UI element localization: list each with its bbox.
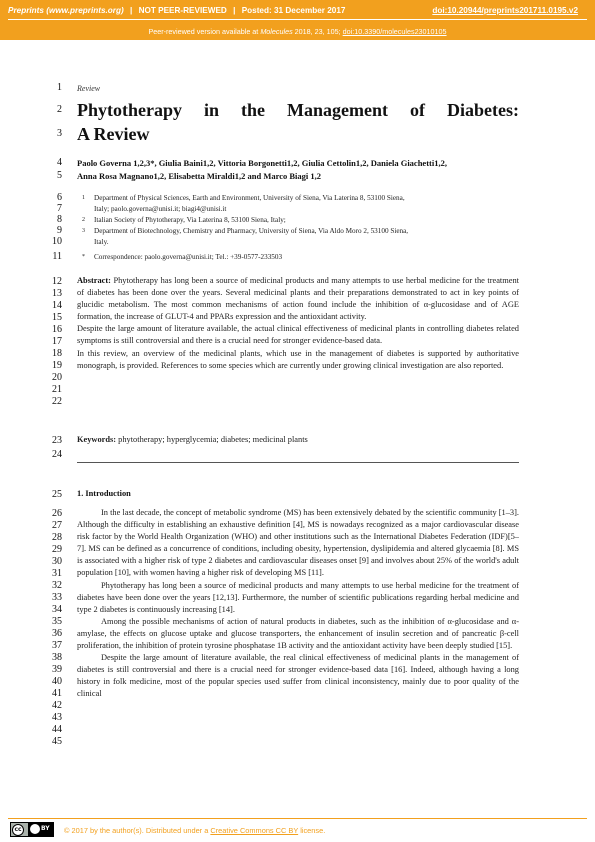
peer-reviewed-notice — [0, 27, 595, 36]
line-number: 29 — [52, 544, 62, 555]
license-link[interactable]: Creative Commons CC BY — [210, 826, 299, 835]
line-number: 44 — [52, 724, 62, 735]
line-number: 24 — [52, 449, 62, 460]
line-number: 5 — [57, 170, 62, 181]
banner-status-line — [8, 6, 349, 15]
title-line-2: A Review — [77, 124, 150, 144]
keywords — [77, 435, 519, 444]
line-number: 9 — [57, 225, 62, 236]
line-number: 34 — [52, 604, 62, 615]
line-number: 32 — [52, 580, 62, 591]
affiliation-text: Italy; paolo.governa@unisi.it; biagi4@unisi.it — [94, 205, 227, 213]
line-number: 19 — [52, 360, 62, 371]
body-paragraph: Phytotherapy has long been a source of medicinal products and many attempts to use herbal medicine for the treatment of diabetes have been done over the years [12,13]. Furthermore, the number of scientific publications regarding herbal medicine and type 2 diabetes is continuously increasing [14]. — [77, 580, 519, 614]
footer-divider — [8, 818, 587, 819]
affiliation-item — [82, 215, 519, 226]
banner-separator: | — [233, 6, 236, 15]
affiliation-mark: 1 — [82, 195, 85, 201]
body-paragraph: Despite the large amount of literature available, the real clinical effectiveness of medicinal plants in the management of diabetes is still controversial and there is a crucial need for stronger evidence-based data [16]. Indeed, although having a long history in folk medicine, most of the popular species used suffer from clinical inconsistency, mainly due to poor quality of the clinical — [77, 653, 519, 699]
section-divider — [77, 462, 519, 463]
banner-divider — [8, 19, 587, 20]
article-title — [77, 98, 519, 146]
affiliation-text: Department of Physical Sciences, Earth and Environment, University of Siena, Via Laterina 8, 53100 Siena, — [94, 194, 405, 202]
line-number: 45 — [52, 736, 62, 747]
correspondence-mark: * — [82, 254, 85, 260]
author-list — [77, 157, 519, 183]
affiliation-text: Italian Society of Phytotherapy, Via Laterina 8, 53100 Siena, Italy; — [94, 216, 286, 224]
introduction-body — [77, 507, 519, 701]
line-number: 30 — [52, 556, 62, 567]
line-number: 15 — [52, 312, 62, 323]
preprint-banner — [0, 0, 595, 40]
line-number: 12 — [52, 276, 62, 287]
line-number: 3 — [57, 128, 62, 139]
journal-doi-link[interactable]: doi:10.3390/molecules23010105 — [342, 27, 447, 36]
banner-top-row — [8, 6, 588, 18]
affiliations — [82, 193, 519, 263]
cc-by-badge[interactable] — [10, 822, 54, 837]
line-number: 17 — [52, 336, 62, 347]
peer-status-label: NOT PEER-REVIEWED — [138, 6, 227, 15]
abstract — [77, 275, 519, 372]
line-number: 1 — [57, 82, 62, 93]
line-number: 38 — [52, 652, 62, 663]
license-notice — [64, 826, 325, 835]
preprint-doi-link[interactable]: doi:10.20944/preprints201711.0195.v2 — [432, 6, 578, 15]
line-number: 39 — [52, 664, 62, 675]
journal-citation: 2018, 23, 105; — [294, 27, 341, 36]
affiliation-item — [82, 193, 519, 215]
line-number: 23 — [52, 435, 62, 446]
affiliation-mark: 2 — [82, 217, 85, 223]
line-number: 26 — [52, 508, 62, 519]
abstract-paragraph: Despite the large amount of literature available, the actual clinical effectiveness of medicinal plants in controlling diabetes related symptoms is still controversial and there is a crucial need for stronger evidence-based data. — [77, 324, 519, 346]
line-number: 13 — [52, 288, 62, 299]
line-number: 31 — [52, 568, 62, 579]
by-icon — [28, 823, 53, 836]
line-number: 10 — [52, 236, 62, 247]
line-number: 36 — [52, 628, 62, 639]
affiliation-item — [82, 226, 519, 248]
section-heading: 1. Introduction — [77, 489, 131, 498]
line-number: 21 — [52, 384, 62, 395]
posted-date: Posted: 31 December 2017 — [241, 6, 346, 15]
line-number: 4 — [57, 157, 62, 168]
copyright-text: © 2017 by the author(s). Distributed under a — [64, 826, 209, 835]
line-number: 42 — [52, 700, 62, 711]
affiliation-text: Italy. — [94, 238, 109, 246]
authors-line-1: Paolo Governa 1,2,3*, Giulia Baini1,2, Vittoria Borgonetti1,2, Giulia Cettolin1,2, Daniela Giachetti1,2, — [77, 158, 447, 168]
line-number: 40 — [52, 676, 62, 687]
banner-separator: | — [129, 6, 133, 15]
line-number: 2 — [57, 104, 62, 115]
line-number: 6 — [57, 192, 62, 203]
line-number: 16 — [52, 324, 62, 335]
line-number: 43 — [52, 712, 62, 723]
line-number: 41 — [52, 688, 62, 699]
by-label: BY — [41, 825, 50, 832]
abstract-label: Abstract: — [77, 276, 111, 285]
abstract-text: Phytotherapy has long been a source of medicinal products and many attempts to use herbal medicine for the treatment of diabetes has been done over the years. Several medicinal plants and their preparations demonstrated to act in key points of glucidic metabolism. The most common mechanisms of action found include the inhibition of α-glucosidase and of AGE formation, the increase of GLUT-4 and PPARs expression and the antioxidant activity. — [77, 276, 519, 322]
correspondence-item — [82, 252, 519, 263]
line-number: 33 — [52, 592, 62, 603]
affiliation-text: Department of Biotechnology, Chemistry and Pharmacy, University of Siena, Via Aldo Moro 2, 53100 Siena, — [94, 227, 409, 235]
preprints-brand-link[interactable]: Preprints (www.preprints.org) — [8, 6, 124, 15]
affiliation-mark: 3 — [82, 228, 85, 234]
line-number: 22 — [52, 396, 62, 407]
title-line-1: Phytotherapy in the Management of Diabetes: — [77, 100, 519, 120]
line-number: 7 — [57, 203, 62, 214]
line-number: 25 — [52, 489, 62, 500]
line-number: 28 — [52, 532, 62, 543]
journal-name: Molecules — [260, 27, 293, 36]
keywords-text: phytotherapy; hyperglycemia; diabetes; medicinal plants — [118, 435, 308, 444]
line-number: 37 — [52, 640, 62, 651]
line-number: 27 — [52, 520, 62, 531]
peer-reviewed-prefix: Peer-reviewed version available at — [148, 27, 259, 36]
authors-line-2: Anna Rosa Magnano1,2, Elisabetta Miraldi1,2 and Marco Biagi 1,2 — [77, 171, 321, 181]
body-paragraph: In the last decade, the concept of metabolic syndrome (MS) has been extensively debated by the scientific community [1–3]. Although the difficulty in establishing an exhaustive definition [4], MS is nowadays recognized as a major cardiovascular disease risk factor by the World Health Organization (WHO) and other institutions such as the International Diabetes Federation (IDF)[5–7]. MS can be defined as a concurrence of conditions, including obesity, hypertension, dyslipidemia and altered glycaemia [8]. MS is associated with a higher risk of type 2 diabetes and cardiovascular diseases onset [9] and involves about 25% of the world's adult population [10], with women having a higher risk of developing MS [11]. — [77, 508, 519, 578]
cc-icon: cc — [12, 824, 24, 836]
line-number: 11 — [52, 251, 62, 262]
correspondence-text: Correspondence: paolo.governa@unisi.it; Tel.: +39-0577-233503 — [94, 253, 283, 261]
abstract-paragraph: In this review, an overview of the medicinal plants, which use in the management of diabetes is supported by authoritative monograph, is provided. References to some species which are currently under growing clinical investigation are also reported. — [77, 348, 519, 370]
keywords-label: Keywords: — [77, 435, 117, 444]
line-number: 8 — [57, 214, 62, 225]
body-paragraph: Among the possible mechanisms of action of natural products in diabetes, such as the inhibition of α-glucosidase and α-amylase, the effects on glucose uptake and glucose transporters, the enhancement of insulin secretion and of pancreatic β-cell proliferation, the inhibition of protein tyrosine phosphatase 1B activity and the antioxidant activity have been deeply studied [15]. — [77, 616, 519, 651]
article-type: Review — [77, 84, 101, 93]
line-number: 14 — [52, 300, 62, 311]
line-number: 35 — [52, 616, 62, 627]
abstract-paragraph — [77, 275, 519, 323]
line-number: 20 — [52, 372, 62, 383]
attribution-person-icon — [30, 824, 40, 834]
line-number: 18 — [52, 348, 62, 359]
license-suffix: license. — [300, 826, 326, 835]
